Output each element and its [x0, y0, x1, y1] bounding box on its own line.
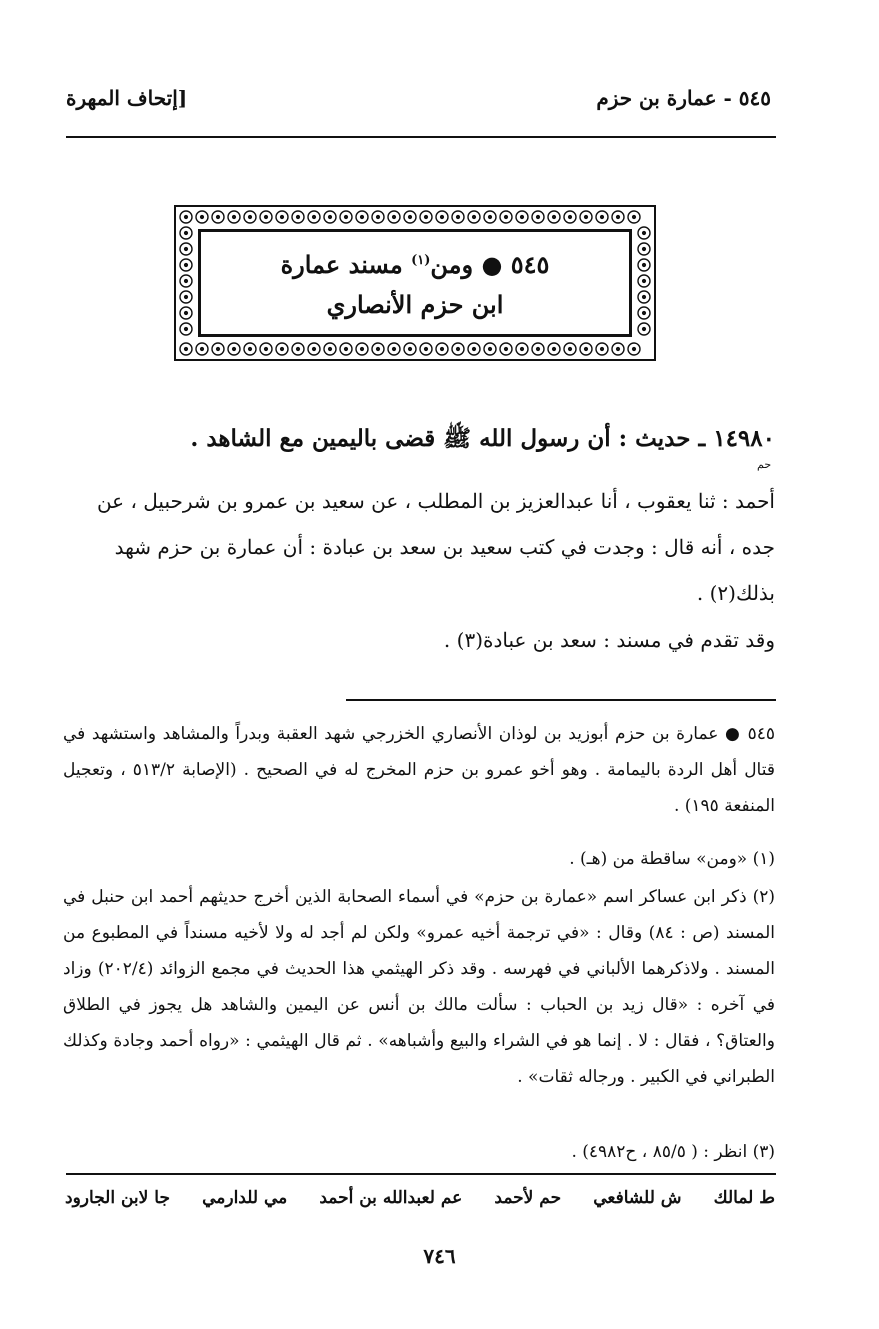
ornament-motif-center — [472, 215, 476, 219]
ornament-motif-center — [584, 215, 588, 219]
chapter-number: ٥٤٥ ● ومن — [430, 250, 550, 279]
ornament-motif-center — [584, 347, 588, 351]
ornament-motif-center — [184, 311, 188, 315]
ornament-motif-center — [408, 215, 412, 219]
ornament-motif-center — [184, 215, 188, 219]
ornament-motif-center — [642, 263, 646, 267]
ornament-motif-center — [264, 215, 268, 219]
running-header-book: [إتحاف المهرة — [66, 86, 188, 110]
ornament-motif-center — [632, 215, 636, 219]
ornament-motif-center — [296, 215, 300, 219]
ornament-motif-center — [360, 215, 364, 219]
ornament-motif-center — [200, 215, 204, 219]
sigla-item: مي للدارمي — [202, 1188, 288, 1208]
footnote-2: (٢) ذكر ابن عساكر اسم «عمارة بن حزم» في أسماء الصحابة الذين أخرج حديثهم أحمد ابن حنبل في المسند (ص : ٨٤) وقال : «في ترجمة أخيه عمرو» ولكن لم أجد له ولا لأخيه مسنداً في المطبوع من المسند . ولاذكرهما الألباني في فهرسه . وقد ذكر الهيثمي هذا الحديث في مجمع الزوائد (٢٠٢/٤) وزاد في آخره : «قال زيد بن الحباب : سألت مالك بن أنس عن اليمين والشاهد هل يجوز في الطلاق والعتاق؟ ، فقال : لا . إنما هو في الشراء والبيع وأشباهه» . ثم قال الهيثمي : «رواه أحمد وجادة وكذلك الطبراني في الكبير . ورجاله ثقات» . — [63, 887, 776, 1087]
ornament-motif-center — [216, 347, 220, 351]
page-number: ٧٤٦ — [423, 1244, 456, 1268]
ornament-motif-center — [552, 347, 556, 351]
ornament-motif-center — [632, 347, 636, 351]
ornament-motif-center — [440, 215, 444, 219]
ornament-motif-center — [216, 215, 220, 219]
hadith-source-code: حم — [757, 458, 772, 471]
ornament-motif-center — [296, 347, 300, 351]
ornament-motif-center — [504, 347, 508, 351]
ornament-motif-center — [472, 347, 476, 351]
sigla-item: ط لمالك — [713, 1188, 775, 1208]
ornament-motif-center — [184, 263, 188, 267]
ornament-motif-center — [642, 295, 646, 299]
ornament-motif-center — [642, 279, 646, 283]
footnote-biography: ٥٤٥ ● عمارة بن حزم أبوزيد بن لوذان الأنصاري الخزرجي شهد العقبة وبدراً والمشاهد واستشهد في قتال أهل الردة باليمامة . وهو أخو عمرو بن حزم المخرج له في الصحيح . (الإصابة ٥١٣/٢ ، وتعجيل المنفعة ١٩٥) . — [63, 724, 775, 816]
ornament-motif-center — [616, 347, 620, 351]
ornament-motif-center — [642, 311, 646, 315]
ornament-motif-center — [232, 215, 236, 219]
chapter-title-box — [198, 229, 632, 337]
ornament-motif-center — [616, 215, 620, 219]
frame-ornament-border — [0, 0, 879, 400]
ornament-motif-center — [280, 215, 284, 219]
ornament-motif-center — [488, 215, 492, 219]
ornament-motif-center — [376, 347, 380, 351]
chapter-title-line-1 — [281, 241, 550, 285]
ornament-motif-center — [440, 347, 444, 351]
ornament-motif-center — [184, 247, 188, 251]
hadith-heading: ١٤٩٨٠ ـ حديث : أن رسول الله ﷺ قضى باليمين مع الشاهد . — [190, 425, 775, 452]
hadith-chain-paragraph: أحمد : ثنا يعقوب ، أنا عبدالعزيز بن المطلب ، عن سعيد بن عمرو بن شرحبيل ، عن جده ، أنه قال : وجدت في كتب سعيد بن سعد بن عبادة : أن عمارة بن حزم شهد بذلك(٢) . — [96, 489, 775, 605]
ornament-motif-center — [456, 347, 460, 351]
sigla-item: حم لأحمد — [494, 1188, 562, 1208]
ornament-motif-center — [642, 247, 646, 251]
sigla-key — [65, 1188, 775, 1208]
footnote-rule — [346, 699, 776, 701]
ornament-motif-center — [600, 215, 604, 219]
ornament-motif-center — [184, 231, 188, 235]
ornament-motif-center — [488, 347, 492, 351]
ornament-motif-center — [520, 215, 524, 219]
ornament-motif-center — [568, 347, 572, 351]
footnote-3: (٣) انظر : ( ٨٥/٥ ، ح٤٩٨٢) . — [571, 1142, 775, 1162]
ornament-motif-center — [568, 215, 572, 219]
ornament-motif-center — [328, 215, 332, 219]
chapter-title-line-2: ابن حزم الأنصاري — [326, 290, 504, 319]
ornament-motif-center — [552, 215, 556, 219]
ornament-motif-center — [600, 347, 604, 351]
chapter-title-text: مسند عمارة — [280, 250, 412, 279]
ornament-motif-center — [344, 215, 348, 219]
footnote-1: (١) «ومن» ساقطة من (هـ) . — [569, 849, 775, 869]
ornament-motif-center — [408, 347, 412, 351]
ornament-motif-center — [344, 347, 348, 351]
ornament-motif-center — [536, 215, 540, 219]
sigla-item: عم لعبدالله بن أحمد — [319, 1188, 463, 1208]
ornament-motif-center — [312, 215, 316, 219]
running-header-chapter: ٥٤٥ - عمارة بن حزم — [596, 86, 771, 110]
ornament-motif-center — [642, 327, 646, 331]
ornament-motif-center — [392, 215, 396, 219]
ornament-motif-center — [280, 347, 284, 351]
hadith-cross-reference: وقد تقدم في مسند : سعد بن عبادة(٣) . — [443, 628, 775, 652]
ornament-motif-center — [184, 347, 188, 351]
ornament-motif-center — [200, 347, 204, 351]
ornament-motif-center — [312, 347, 316, 351]
ornament-motif-center — [264, 347, 268, 351]
ornament-motif-center — [184, 279, 188, 283]
ornament-motif-center — [424, 215, 428, 219]
sigla-item: جا لابن الجارود — [65, 1188, 170, 1208]
ornament-motif-center — [536, 347, 540, 351]
ornament-motif-center — [642, 231, 646, 235]
ornament-motif-center — [248, 347, 252, 351]
ornament-motif-center — [504, 215, 508, 219]
ornament-motif-center — [392, 347, 396, 351]
ornament-motif-center — [328, 347, 332, 351]
ornament-motif-center — [424, 347, 428, 351]
ornament-motif-center — [456, 215, 460, 219]
ornament-motif-center — [184, 295, 188, 299]
ornament-motif-center — [520, 347, 524, 351]
ornament-motif-center — [248, 215, 252, 219]
footnote-ref-1: (١) — [411, 253, 431, 268]
ornament-motif-center — [376, 215, 380, 219]
sigla-rule — [66, 1173, 776, 1175]
ornament-motif-center — [360, 347, 364, 351]
sigla-item: ش للشافعي — [593, 1188, 682, 1208]
ornament-motif-center — [184, 327, 188, 331]
ornament-motif-center — [232, 347, 236, 351]
